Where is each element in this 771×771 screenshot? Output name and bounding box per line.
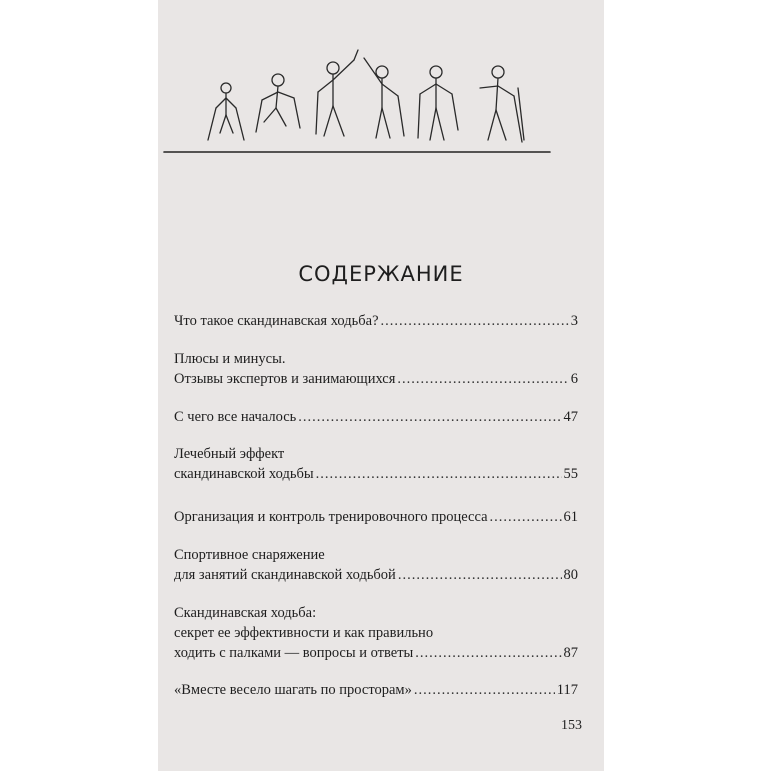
toc-entry-title: Лечебный эффект	[174, 446, 285, 462]
nordic-walkers-illustration	[158, 0, 604, 160]
leader-dots	[398, 565, 562, 585]
leader-dots	[490, 507, 562, 527]
leader-dots	[415, 643, 561, 663]
page-number: 153	[561, 718, 582, 733]
toc-entry	[174, 680, 578, 700]
toc-page-number: 80	[563, 567, 578, 583]
page-title: СОДЕРЖАНИЕ	[298, 262, 464, 286]
toc-entry-title: Что такое скандинавская ходьба?	[174, 313, 379, 329]
toc-entry-title: ходить с палками — вопросы и ответы	[174, 645, 414, 661]
toc-entry	[174, 545, 578, 585]
toc-entry	[174, 603, 578, 663]
toc-entry-title: Плюсы и минусы.	[174, 351, 286, 367]
leader-dots	[316, 464, 562, 484]
toc-entry	[174, 311, 578, 331]
leader-dots	[397, 369, 568, 389]
toc-entry-title: секрет ее эффективности и как правильно	[174, 625, 434, 641]
toc-page-number: 3	[570, 313, 578, 329]
toc-page-number: 61	[563, 509, 578, 525]
toc-page-number: 6	[570, 371, 578, 387]
leader-dots	[414, 680, 555, 700]
toc-page-number: 55	[563, 466, 578, 482]
book-page	[158, 0, 604, 771]
toc-entry-title: Отзывы экспертов и занимающихся	[174, 371, 396, 387]
leader-dots	[298, 407, 561, 427]
toc-entry-title: Скандинавская ходьба:	[174, 605, 317, 621]
toc-entry	[174, 407, 578, 427]
toc-entry-title: скандинавской ходьбы	[174, 466, 314, 482]
leader-dots	[381, 311, 569, 331]
toc-entry	[174, 444, 578, 484]
toc-entry-title: «Вместе весело шагать по просторам»	[174, 682, 412, 698]
toc-entry-title: С чего все началось	[174, 409, 297, 425]
toc-entry-title: для занятий скандинавской ходьбой	[174, 567, 396, 583]
toc-entry-title: Спортивное снаряжение	[174, 547, 325, 563]
toc-page-number: 47	[563, 409, 578, 425]
toc-page-number: 117	[556, 682, 578, 698]
toc-entry-title: Организация и контроль тренировочного процесса	[174, 509, 488, 525]
toc-entry	[174, 349, 578, 389]
toc-page-number: 87	[563, 645, 578, 661]
toc-entry	[174, 507, 578, 527]
